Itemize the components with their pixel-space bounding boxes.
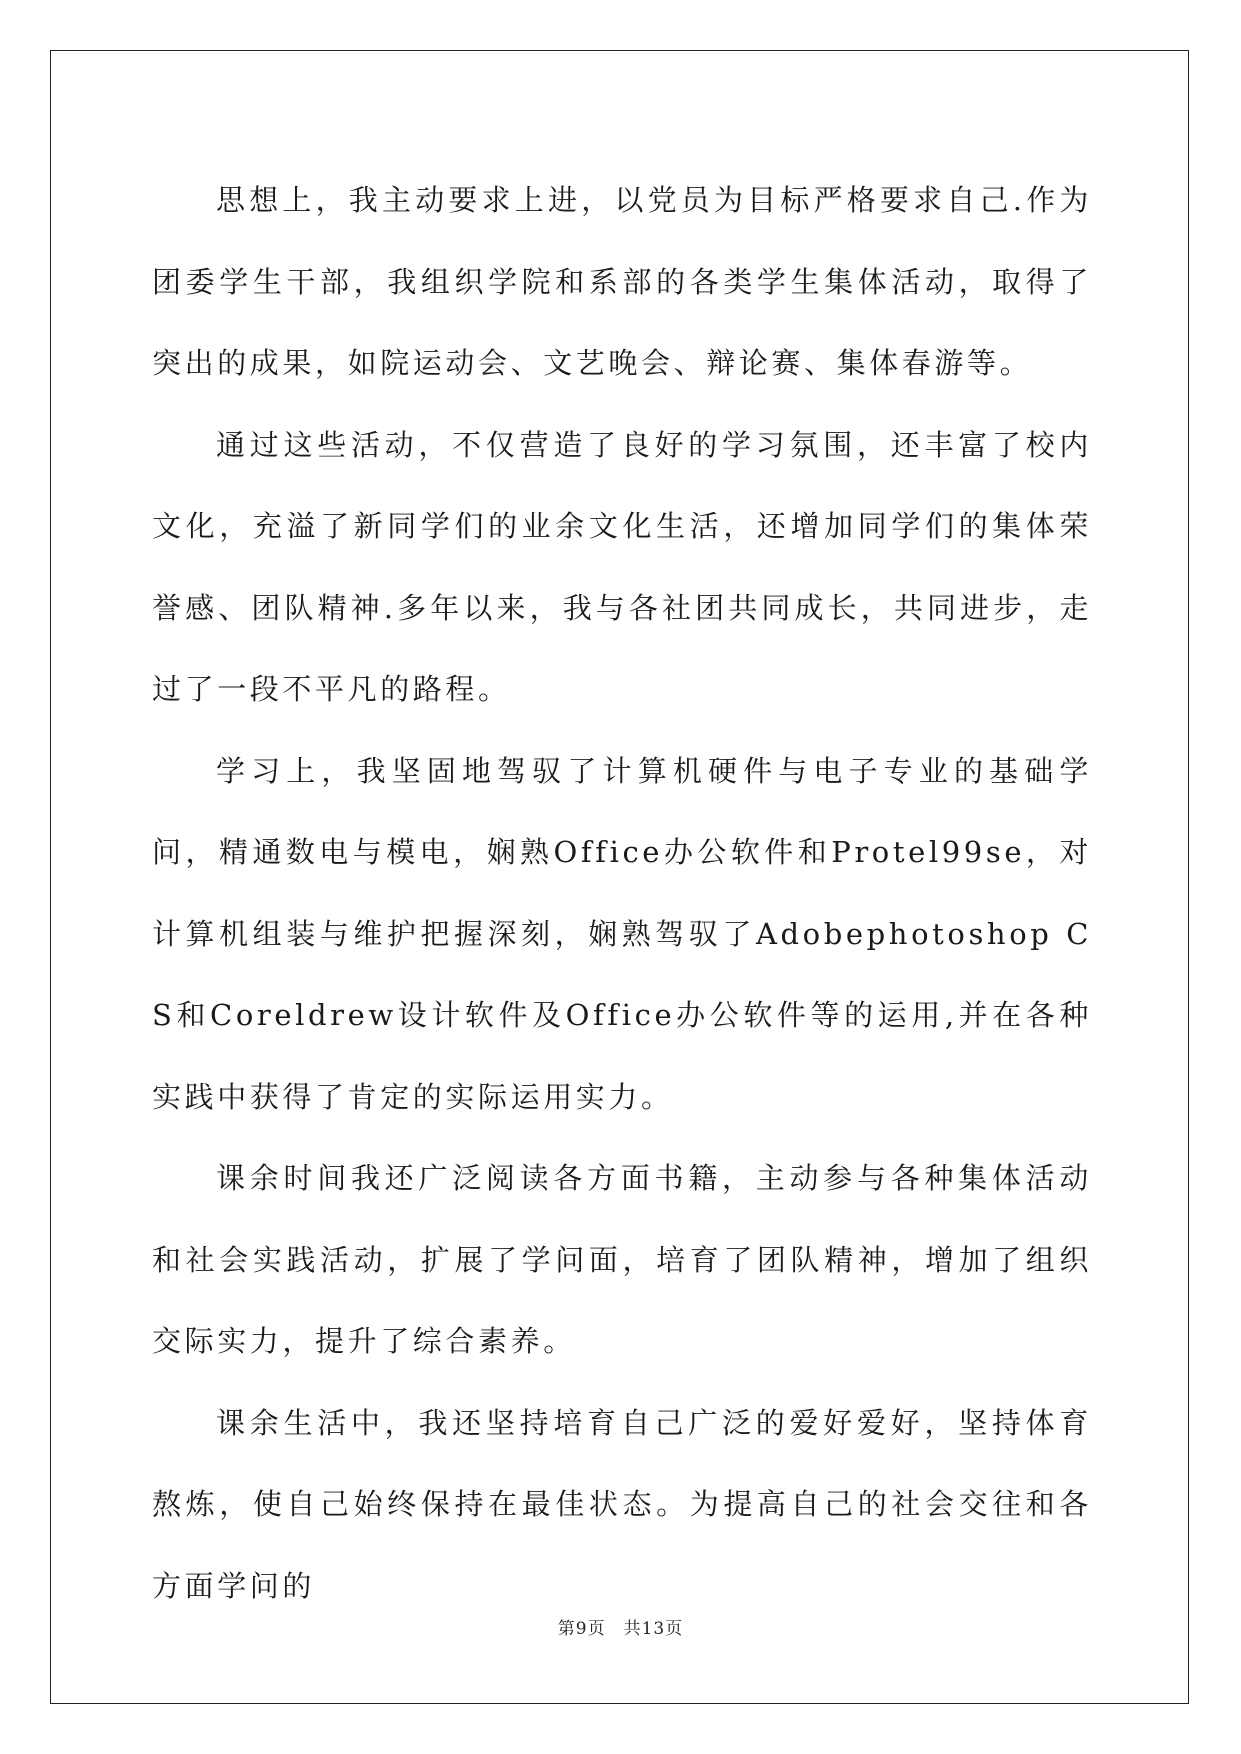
paragraph-activities: 通过这些活动，不仅营造了良好的学习氛围，还丰富了校内文化，充溢了新同学们的业余文化生活，还增加同学们的集体荣誉感、团队精神.多年以来，我与各社团共同成长，共同进步，走过了一段不平凡的路程。 (152, 427, 1092, 706)
paragraph-ideology: 思想上，我主动要求上进，以党员为目标严格要求自己.作为团委学生干部，我组织学院和系部的各类学生集体活动，取得了突出的成果，如院运动会、文艺晚会、辩论赛、集体春游等。 (152, 183, 1092, 380)
paragraph-hobbies: 课余生活中，我还坚持培育自己广泛的爱好爱好，坚持体育熬炼，使自己始终保持在最佳状态。为提高自己的社会交往和各方面学问的 (152, 1405, 1092, 1603)
paragraph-reading: 课余时间我还广泛阅读各方面书籍，主动参与各种集体活动和社会实践活动，扩展了学问面，培育了团队精神，增加了组织交际实力，提升了综合素养。 (152, 1161, 1092, 1358)
page-number-footer: 第9页 共13页 (557, 1619, 684, 1639)
document-body (152, 160, 1092, 1627)
paragraph-study: 学习上，我坚固地驾驭了计算机硬件与电子专业的基础学问，精通数电与模电，娴熟Office办公软件和Protel99se，对计算机组装与维护把握深刻，娴熟驾驭了Adobephotoshop CS和Coreldrew设计软件及Office办公软件等的运用,并在各种实践中获得了肯定的实际运用实力。 (152, 753, 1092, 1114)
